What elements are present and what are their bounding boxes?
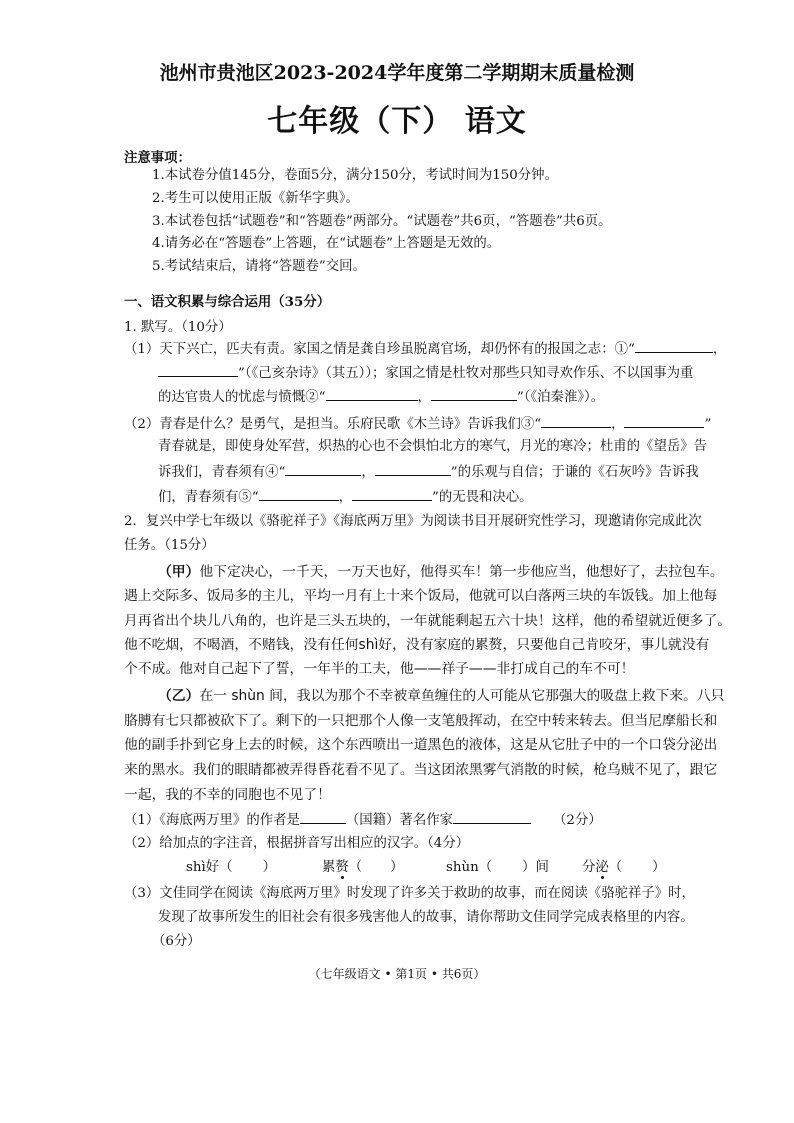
note-item: 5.考试结束后，请将“答题卷”交回。	[152, 259, 366, 274]
pinyin-item: 累赘（ ）	[322, 860, 404, 875]
question-title: 任务。（15分）	[124, 538, 215, 553]
note-item: 1.本试卷分值145分，卷面5分，满分150分，考试时间为150分钟。	[152, 168, 558, 183]
answer-blank[interactable]	[431, 386, 517, 401]
answer-blank[interactable]	[300, 809, 346, 824]
pinyin-item: shùn（ ）间	[446, 860, 549, 875]
question-title: 1. 默写。（10分）	[124, 320, 232, 335]
note-item: 3.本试卷包括“试题卷”和“答题卷”两部分。“试题卷”共6页，“答题卷”共6页。	[152, 214, 612, 229]
answer-blank[interactable]	[453, 809, 531, 824]
section-heading: 一、语文积累与综合运用（35分）	[124, 294, 331, 310]
sub-question: 发现了故事所发生的旧社会有很多残害他人的故事，请你帮助文佳同学完成表格里的内容。	[158, 910, 694, 925]
question-line: （1）天下兴亡，匹夫有责。家国之情是龚自珍虽脱离官场，却仍怀有的报国之志：①“ ，	[124, 338, 726, 360]
answer-blank[interactable]	[158, 362, 238, 377]
notes-heading: 注意事项：	[124, 150, 191, 166]
question-line: 青春就是，即使身处军营，炽热的心也不会惧怕北方的寒气，月光的寒冷；杜甫的《望岳》告	[158, 439, 708, 454]
pinyin-item: 分泌（ ）	[582, 860, 666, 875]
passage-line: 来的黑水。我们的眼睛都被弄得昏花看不见了。当这团浓黑雾气消散的时候，枪乌贼不见了，跟它	[124, 762, 718, 778]
answer-blank[interactable]	[259, 486, 339, 501]
sub-question: （3）文佳同学在阅读《海底两万里》时发现了许多关于救助的故事，而在阅读《骆驼祥子》时，	[124, 886, 695, 901]
question-line: 诉我们，青春须有④“ ， ”的乐观与自信；于谦的《石灰吟》告诉我	[158, 461, 699, 483]
answer-blank[interactable]	[624, 413, 704, 428]
question-title: 2．复兴中学七年级以《骆驼祥子》《海底两万里》为阅读书目开展研究性学习，现邀请你完成此次	[124, 514, 702, 529]
pinyin-item: shì好（ ）	[186, 860, 276, 875]
page-footer: （七年级语文 • 第1页 • 共6页）	[308, 967, 486, 981]
answer-blank[interactable]	[375, 461, 451, 476]
question-line: 的达官贵人的忧虑与愤慨②“ ， ”（《泊秦淮》）。	[158, 386, 604, 408]
answer-blank[interactable]	[285, 461, 361, 476]
answer-blank[interactable]	[635, 338, 713, 353]
passage-yi: （乙）在一 shùn 间，我以为那个不幸被章鱼缠住的人可能从它那强大的吸盘上救下来。八只	[158, 688, 725, 704]
question-line: （2）青春是什么？是勇气，是担当。乐府民歌《木兰诗》告诉我们③“ ， ”	[124, 413, 711, 435]
answer-blank[interactable]	[352, 486, 432, 501]
exam-subtitle: 池州市贵池区2023-2024学年度第二学期期末质量检测	[159, 62, 635, 84]
passage-line: 一起，我的不幸的同胞也不见了！	[124, 787, 331, 803]
sub-question: （6分）	[152, 934, 201, 949]
note-item: 2.考生可以使用正版《新华字典》。	[152, 191, 359, 206]
question-line: 们，青春须有⑤“ ， ”的无畏和决心。	[158, 486, 533, 508]
exam-title: 七年级（下） 语文	[267, 104, 527, 139]
sub-question: （1）《海底两万里》的作者是 （国籍）著名作家 （2分）	[124, 809, 602, 831]
passage-line: 胳膊有七只都被砍下了。剩下的一只把那个人像一支笔般挥动，在空中转来转去。但当尼摩船长和	[124, 713, 718, 729]
note-item: 4.请务必在“答题卷”上答题，在“试题卷”上答题是无效的。	[152, 236, 501, 251]
answer-blank[interactable]	[326, 386, 418, 401]
passage-line: 他不吃烟，不喝酒，不赌钱，没有任何shì好，没有家庭的累赘，只要他自己肯咬牙，事儿就没有	[124, 637, 710, 653]
passage-line: 月再省出个块儿八角的，也许是三头五块的，一年就能剩起五六十块！这样，他的希望就近便多了。	[124, 613, 732, 629]
passage-line: 遇上交际多、饭局多的主儿，平均一月有上十来个饭局，他就可以白落两三块的车饭钱。加上他每	[124, 588, 718, 604]
answer-blank[interactable]	[541, 413, 611, 428]
question-line: ”（《己亥杂诗》（其五））；家国之情是杜牧对那些只知寻欢作乐、不以国事为重	[158, 362, 693, 384]
passage-jia: （甲）他下定决心，一千天，一万天也好，他得买车！第一步他应当，他想好了，去拉包车。	[158, 564, 724, 580]
sub-question: （2）给加点的字注音，根据拼音写出相应的汉字。（4分）	[124, 836, 470, 851]
passage-line: 个不成。他对自己起下了誓，一年半的工夫，他——祥子——非打成自己的车不可！	[124, 661, 635, 677]
passage-line: 他的副手扑到它身上去的时候，这个东西喷出一道黑色的液体，这是从它肚子中的一个口袋分泌出	[124, 737, 718, 753]
